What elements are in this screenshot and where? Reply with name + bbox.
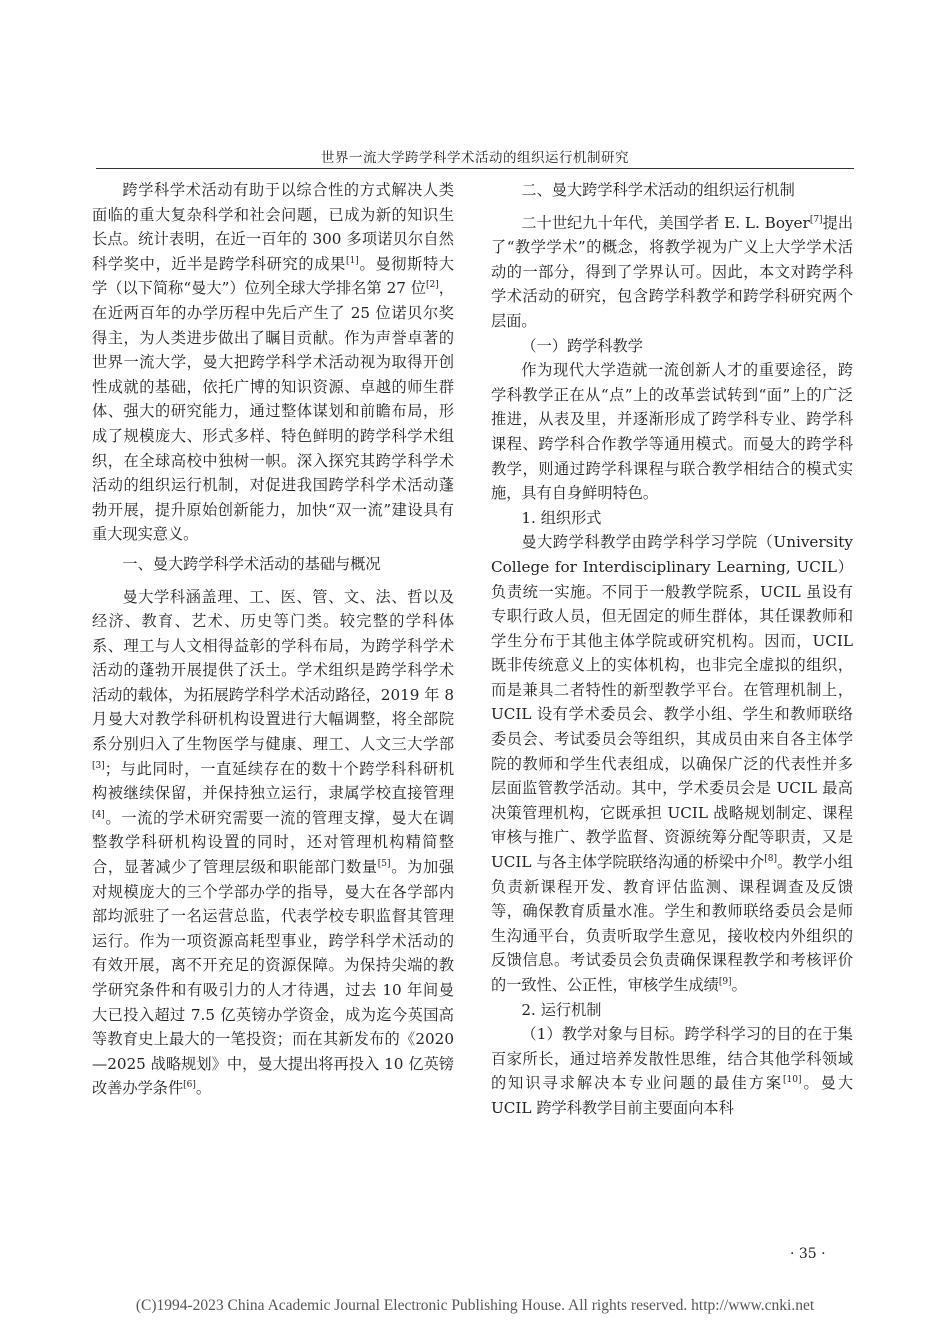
section-heading-2: 二、曼大跨学科学术活动的组织运行机制 <box>521 181 795 199</box>
citation-4: [4] <box>92 809 105 820</box>
section-heading-1: 一、曼大跨学科学术活动的基础与概况 <box>122 554 381 573</box>
citation-7: [7] <box>809 214 823 225</box>
subsection-heading: 1. 组织形式 <box>521 508 602 527</box>
intro-paragraph: 跨学科学术活动有助于以综合性的方式解决人类面临的重大复杂科学和社会问题，已成为新的知识生长点。统计表明，在近一百年的 300 多项诺贝尔自然科学奖中，近半是跨学科研究的成果[1]。曼彻斯特大学（以下简称“曼大”）位列全球大学排名第 27 位[2]，在近两百年的办学历程中先后产生了 25 位诺贝尔奖得主，为人类进步做出了瞩目贡献。作为声誉卓著的世界一流大学，曼大把跨学科学术活动视为取得开创性成就的基础，依托广博的知识资源、卓越的师生群体、强大的研究能力，通过整体谋划和前瞻布局，形成了规模庞大、形式多样、特色鲜明的跨学科学术组织，在全球高校中独树一帜。深入探究其跨学科学术活动的组织运行机制，对促进我国跨学科学术活动蓬勃开展，提升原始创新能力，加快“双一流”建设具有重大现实意义。 <box>92 181 454 544</box>
body-paragraph: 曼大学科涵盖理、工、医、管、文、法、哲以及经济、教育、艺术、历史等门类。较完整的学科体系、理工与人文相得益彰的学科布局，为跨学科学术活动的蓬勃开展提供了沃土。学术组织是跨学科学术活动的载体，为拓展跨学科学术活动路径，2019 年 8 月曼大对教学科研机构设置进行大幅调整，将全部院系分别归入了生物医学与健康、理工、人文三大学部[3]；与此同时，一直延续存在的数十个跨学科科研机构被继续保留，并保持独立运行，隶属学校直接管理[4]。一流的学术研究需要一流的管理支撑，曼大在调整教学科研机构设置的同时，还对管理机构精简整合，显著减少了管理层级和职能部门数量[5]。为加强对规模庞大的三个学部办学的指导，曼大在各学部内部均派驻了一名运营总监，代表学校专职监督其管理运行。作为一项资源高耗型事业，跨学科学术活动的有效开展，离不开充足的资源保障。为保持尖端的教学研究条件和有吸引力的人才待遇，过去 10 年间曼大已投入超过 7.5 亿英镑办学资金，成为迄今英国高等教育史上最大的一笔投资；而在其新发布的《2020—2025 战略规划》中，曼大提出将再投入 10 亿英镑改善办学条件[6]。 <box>92 587 454 1098</box>
citation-2: [2] <box>426 280 439 291</box>
subsection-heading: （一）跨学科教学 <box>521 336 643 355</box>
body-paragraph: （1）教学对象与目标。跨学科学习的目的在于集百家所长，通过培养发散性思维，结合其他学科领域的知识寻求解决本专业问题的最佳方案[10]。曼大 UCIL 跨学科教学目前主要面向本科 <box>491 1025 854 1117</box>
citation-1: [1] <box>346 255 359 266</box>
citation-9: [9] <box>718 976 732 987</box>
body-paragraph: 曼大跨学科教学由跨学科学习学院（University College for Interdisciplinary Learning, UCIL）负责统一实施。不同于一般教学院系，UCIL 虽设有专职行政人员，但无固定的师生群体，其任课教师和学生分布于其他主体学院或研究机构。因而，UCIL 既非传统意义上的实体机构，也非完全虚拟的组织，而是兼具二者特性的新型教学平台。在管理机制上，UCIL 设有学术委员会、教学小组、学生和教师联络委员会、考试委员会等组织，其成员由来自各主体学院的教师和学生代表组成，以确保广泛的代表性并多层面监管教学活动。其中，学术委员会是 UCIL 最高决策管理机构，它既承担 UCIL 战略规划制定、课程审核与推广、教学监督、资源统筹分配等职责，又是 UCIL 与各主体学院联络沟通的桥梁中介[8]。教学小组负责新课程开发、教育评估监测、课程调查及反馈等，确保教育质量水准。学生和教师联络委员会是师生沟通平台，负责听取学生意见，接收校内外组织的反馈信息。考试委员会负责确保课程教学和考核评价的一致性、公正性，审核学生成绩[9]。 <box>491 533 853 994</box>
header-rule <box>96 168 854 169</box>
page-number: · 35 · <box>790 1246 826 1262</box>
body-paragraph: 作为现代大学造就一流创新人才的重要途径，跨学科教学正在从“点”上的改革尝试转到“面”上的广泛推进，从表及里，并逐渐形成了跨学科专业、跨学科课程、跨学科合作教学等通用模式。而曼大的跨学科教学，则通过跨学科课程与联合教学相结合的模式实施，具有自身鲜明特色。 <box>491 361 853 503</box>
body-paragraph: 二十世纪九十年代，美国学者 E. L. Boyer[7]提出了“教学学术”的概念，将教学视为广义上大学学术活动的一部分，得到了学界认可。因此，本文对跨学科学术活动的研究，包含跨学科教学和跨学科研究两个层面。 <box>491 213 854 330</box>
citation-6: [6] <box>183 1080 196 1091</box>
subsection-heading: 2. 运行机制 <box>521 1000 602 1019</box>
running-header: 世界一流大学跨学科学术活动的组织运行机制研究 <box>321 150 629 166</box>
citation-3: [3] <box>92 760 105 771</box>
citation-5: [5] <box>377 858 391 869</box>
copyright-footer: (C)1994-2023 China Academic Journal Electronic Publishing House. All rights reserved. http://www.cnki.net <box>135 1297 815 1314</box>
right-column <box>491 178 853 1121</box>
citation-10: [10] <box>783 1075 802 1086</box>
left-column <box>92 178 454 1101</box>
citation-8: [8] <box>764 853 778 864</box>
